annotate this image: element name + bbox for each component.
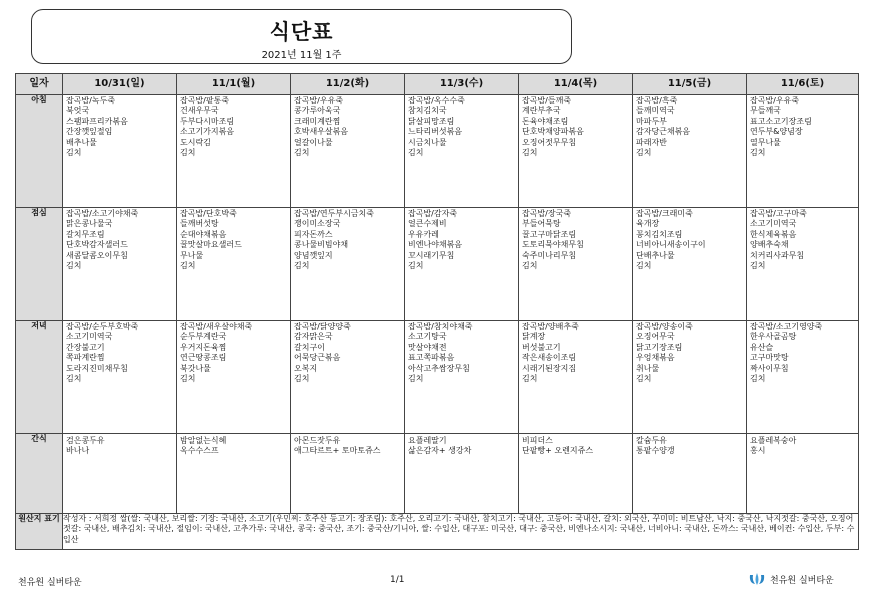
menu-item: 한우사골곰탕 <box>750 332 797 342</box>
menu-item: 감자맑은국 <box>294 332 333 342</box>
menu-item: 배추나물 <box>66 137 97 147</box>
menu-item: 북엇국 <box>66 106 90 116</box>
menu-item: 단팥빵+ 오렌지쥬스 <box>522 446 594 456</box>
menu-cell <box>519 208 633 321</box>
menu-item: 콩나물비빔야채 <box>294 240 349 250</box>
menu-item: 잡곡밥/소고기영양죽 <box>750 322 823 331</box>
menu-item: 잡곡밥/양배추죽 <box>522 322 579 331</box>
menu-item: 느타리버섯볶음 <box>408 127 463 137</box>
meal-label: 저녁 <box>16 321 63 434</box>
menu-item: 김치 <box>294 374 310 384</box>
menu-item: 순대야채볶음 <box>180 229 227 239</box>
menu-item: 간장깻잎절임 <box>66 127 113 137</box>
menu-item: 통팥수양갱 <box>636 446 675 456</box>
menu-cell <box>63 208 177 321</box>
corner-label: 일자 <box>16 74 63 95</box>
menu-item: 꿀맛살마요샐러드 <box>180 240 242 250</box>
menu-item: 닭고기장조림 <box>636 342 683 352</box>
menu-item: 오징어젓무무침 <box>522 137 577 147</box>
menu-item: 작은새송이조림 <box>522 353 577 363</box>
menu-item: 김치 <box>180 374 196 384</box>
menu-item: 칼슘두유 <box>636 436 667 445</box>
menu-item: 잡곡밥/흑죽 <box>636 96 678 105</box>
menu-item: 김치 <box>750 261 766 271</box>
menu-item: 밤알없는식혜 <box>180 436 227 445</box>
menu-item: 무나물 <box>180 250 204 260</box>
menu-item: 표고쪽파볶음 <box>408 353 455 363</box>
menu-item: 단배추나물 <box>636 250 675 260</box>
menu-cell <box>633 95 747 208</box>
menu-cell <box>747 321 859 434</box>
menu-item: 육개장 <box>636 219 660 229</box>
title-box <box>31 9 572 64</box>
menu-item: 들깨버섯탕 <box>180 219 219 229</box>
menu-item: 검은콩두유 <box>66 436 105 445</box>
menu-item: 잡곡밥/소고기야채죽 <box>66 209 139 218</box>
menu-cell <box>519 95 633 208</box>
menu-item: 김치 <box>180 261 196 271</box>
menu-cell <box>63 95 177 208</box>
meal-label: 간식 <box>16 434 63 514</box>
menu-item: 단호박채양파볶음 <box>522 127 584 137</box>
meal-row-lunch <box>16 208 859 321</box>
day-header: 10/31(일) <box>63 74 177 95</box>
menu-item: 우유카레 <box>408 229 439 239</box>
menu-item: 단호박감자샐러드 <box>66 240 128 250</box>
menu-item: 홍시 <box>750 446 766 456</box>
brand-logo-icon <box>748 571 766 587</box>
day-header: 11/5(금) <box>633 74 747 95</box>
menu-item: 들깨미역국 <box>636 106 675 116</box>
menu-item: 양념깻잎지 <box>294 250 333 260</box>
menu-item: 잡곡밥/감자죽 <box>408 209 458 218</box>
menu-cell <box>747 434 859 514</box>
menu-cell <box>633 321 747 434</box>
menu-item: 바나나 <box>66 446 90 456</box>
menu-item: 비엔나야채볶음 <box>408 240 463 250</box>
menu-item: 참치김치국 <box>408 106 447 116</box>
menu-item: 잡곡밥/연두부시금치죽 <box>294 209 374 218</box>
menu-item: 아몬드잣두유 <box>294 436 341 445</box>
menu-item: 소고기탕국 <box>408 332 447 342</box>
origin-label: 원산지 표기 <box>16 514 63 550</box>
menu-cell <box>633 208 747 321</box>
menu-item: 삶은감자+ 생강차 <box>408 446 472 456</box>
menu-item: 김치 <box>408 261 424 271</box>
origin-row <box>16 514 859 550</box>
menu-item: 취나물 <box>636 363 660 373</box>
menu-item: 쪽파계란찜 <box>66 353 105 363</box>
menu-item: 잡곡밥/옥수수죽 <box>408 96 465 105</box>
menu-item: 김치 <box>750 374 766 384</box>
menu-cell <box>405 321 519 434</box>
menu-item: 어묵당근볶음 <box>294 353 341 363</box>
menu-item: 김치 <box>66 148 82 158</box>
menu-cell <box>63 434 177 514</box>
menu-item: 김치 <box>750 148 766 158</box>
menu-item: 쟁이미소장국 <box>294 219 341 229</box>
menu-cell <box>747 208 859 321</box>
menu-item: 비피더스 <box>522 436 553 445</box>
menu-item: 요플레복숭아 <box>750 436 797 445</box>
footer-brand-name: 천유원 실버타운 <box>770 575 834 586</box>
menu-item: 오징어무국 <box>636 332 675 342</box>
menu-item: 돈육야채조림 <box>522 116 569 126</box>
menu-item: 열무나물 <box>750 137 781 147</box>
menu-item: 스팸파프리카볶음 <box>66 116 128 126</box>
menu-item: 시래기된장지짐 <box>522 363 577 373</box>
menu-item: 잡곡밥/단호박죽 <box>180 209 237 218</box>
menu-cell <box>519 434 633 514</box>
menu-cell <box>291 434 405 514</box>
menu-item: 잡곡밥/들깨죽 <box>522 96 572 105</box>
header-row <box>16 74 859 95</box>
menu-cell <box>405 434 519 514</box>
menu-item: 건새우무국 <box>180 106 219 116</box>
menu-item: 새콤달콤오이무침 <box>66 250 128 260</box>
menu-item: 닭계장 <box>522 332 546 342</box>
menu-item: 꽁치김치조림 <box>636 229 683 239</box>
menu-item: 요플레딸기 <box>408 436 447 445</box>
menu-item: 김치 <box>180 148 196 158</box>
day-header: 11/1(월) <box>177 74 291 95</box>
meal-label: 점심 <box>16 208 63 321</box>
menu-item: 연근땅콩조림 <box>180 353 227 363</box>
menu-item: 무들깨국 <box>750 106 781 116</box>
menu-item: 얼갈이나물 <box>294 137 333 147</box>
meal-row-snack <box>16 434 859 514</box>
menu-item: 감자당근채볶음 <box>636 127 691 137</box>
menu-item: 잡곡밥/크래미죽 <box>636 209 693 218</box>
menu-item: 아삭고추쌈장무침 <box>408 363 470 373</box>
menu-item: 김치 <box>636 374 652 384</box>
menu-item: 맛살야채전 <box>408 342 447 352</box>
footer-brand <box>748 570 834 588</box>
menu-item: 잡곡밥/우유죽 <box>294 96 344 105</box>
menu-item: 갈치무조림 <box>66 229 105 239</box>
menu-cell <box>405 208 519 321</box>
menu-table <box>15 73 859 550</box>
menu-item: 오복지 <box>294 363 318 373</box>
menu-item: 너비아니새송이구이 <box>636 240 706 250</box>
footer-org-name: 천유원 실버타운 <box>18 578 82 588</box>
menu-item: 잡곡밥/녹두죽 <box>66 96 116 105</box>
menu-item: 고구마맛탕 <box>750 353 789 363</box>
page-title: 식단표 <box>269 20 334 44</box>
menu-item: 잡곡밥/장국죽 <box>522 209 572 218</box>
menu-cell <box>177 434 291 514</box>
menu-item: 꼬시래기무침 <box>408 250 455 260</box>
menu-item: 우거지돈육찜 <box>180 342 227 352</box>
menu-item: 콩가루아욱국 <box>294 106 341 116</box>
menu-item: 부들어묵탕 <box>522 219 561 229</box>
menu-cell <box>633 434 747 514</box>
menu-item: 잡곡밥/새우살야채죽 <box>180 322 253 331</box>
menu-item: 도시락김 <box>180 137 211 147</box>
menu-item: 김치 <box>522 374 538 384</box>
menu-cell <box>405 95 519 208</box>
menu-cell <box>177 95 291 208</box>
menu-item: 얼큰수제비 <box>408 219 447 229</box>
menu-item: 김치 <box>636 148 652 158</box>
meal-label: 아침 <box>16 95 63 208</box>
menu-cell <box>177 321 291 434</box>
menu-item: 애그타르트+ 토마토쥬스 <box>294 446 381 456</box>
menu-item: 북갓나물 <box>180 363 211 373</box>
menu-item: 김치 <box>294 261 310 271</box>
menu-item: 김치 <box>408 148 424 158</box>
menu-item: 도라지진미채무침 <box>66 363 128 373</box>
menu-item: 김치 <box>294 148 310 158</box>
menu-cell <box>291 95 405 208</box>
menu-item: 잡곡밥/양송이죽 <box>636 322 693 331</box>
menu-cell <box>291 321 405 434</box>
menu-item: 김치 <box>66 374 82 384</box>
menu-item: 맑은콩나물국 <box>66 219 113 229</box>
menu-item: 잡곡밥/우유죽 <box>750 96 800 105</box>
menu-item: 양배추숙채 <box>750 240 789 250</box>
meal-row-dinner <box>16 321 859 434</box>
menu-item: 파래자반 <box>636 137 667 147</box>
page-subtitle: 2021년 11월 1주 <box>261 50 342 61</box>
menu-item: 연두부&양념장 <box>750 127 803 137</box>
origin-text: 작성자 : 서희정 쌀(쌀: 국내산, 보리쌀: 기장: 국내산, 소고기(우민찌: 호주산 등고기: 장조림): 호주산, 오리고기: 국내산, 참치고기: 국내산, 고등어: 국내산, 갈치: 외국산, 꾸미미: 비트남산, 낙지: 중국산, 낙지젓갈: 중국산, 오징어젓갈: 국내산, 배추김치: 국내산, 절임이: 국내산, 고추가루: 국내산, 콩국: 중국산, 조기: 중국산/기니아, 쌀: 수입산, 대구포: 미국산, 대구: 중국산, 비엔나소시지: 국내산, 너비아니: 국내산, 돈까스: 국내산, 베이컨: 수입산, 두부: 수입산 <box>63 514 859 550</box>
menu-item: 김치 <box>66 261 82 271</box>
menu-item: 호박새우살볶음 <box>294 127 349 137</box>
menu-item: 버섯불고기 <box>522 342 561 352</box>
day-header: 11/3(수) <box>405 74 519 95</box>
menu-item: 두부다시마조림 <box>180 116 235 126</box>
menu-item: 갈치구이 <box>294 342 325 352</box>
menu-item: 한식제육볶음 <box>750 229 797 239</box>
menu-item: 소고기미역국 <box>750 219 797 229</box>
menu-item: 표고소고기장조림 <box>750 116 812 126</box>
menu-item: 피자돈까스 <box>294 229 333 239</box>
menu-item: 우엉채볶음 <box>636 353 675 363</box>
menu-cell <box>177 208 291 321</box>
menu-cell <box>291 208 405 321</box>
menu-item: 숙주미나리무침 <box>522 250 577 260</box>
menu-item: 순두부계란국 <box>180 332 227 342</box>
menu-item: 크래미계란찜 <box>294 116 341 126</box>
menu-item: 도토리묵야채무침 <box>522 240 584 250</box>
menu-item: 김치 <box>408 374 424 384</box>
menu-item: 간장불고기 <box>66 342 105 352</box>
day-header: 11/4(목) <box>519 74 633 95</box>
page-number: 1/1 <box>390 575 405 585</box>
menu-item: 마파두부 <box>636 116 667 126</box>
menu-item: 짜사이무침 <box>750 363 789 373</box>
day-header: 11/6(토) <box>747 74 859 95</box>
meal-row-breakfast <box>16 95 859 208</box>
menu-cell <box>63 321 177 434</box>
menu-item: 유산슬 <box>750 342 774 352</box>
menu-item: 잡곡밥/팥통죽 <box>180 96 230 105</box>
menu-item: 잡곡밥/닭양양죽 <box>294 322 351 331</box>
menu-item: 김치 <box>636 261 652 271</box>
menu-item: 잡곡밥/고구마죽 <box>750 209 807 218</box>
menu-item: 시금치나물 <box>408 137 447 147</box>
menu-item: 옥수수스프 <box>180 446 219 456</box>
menu-item: 닭살피망조림 <box>408 116 455 126</box>
menu-cell <box>747 95 859 208</box>
menu-item: 치커리사과무침 <box>750 250 805 260</box>
menu-item: 꿀고구마닭조림 <box>522 229 577 239</box>
day-header: 11/2(화) <box>291 74 405 95</box>
menu-item: 김치 <box>522 148 538 158</box>
menu-cell <box>519 321 633 434</box>
menu-item: 잡곡밥/참치야채죽 <box>408 322 473 331</box>
menu-item: 김치 <box>522 261 538 271</box>
menu-item: 계란부추국 <box>522 106 561 116</box>
menu-item: 잡곡밥/순두부호박죽 <box>66 322 139 331</box>
menu-item: 소고기가지볶음 <box>180 127 235 137</box>
menu-item: 소고기미역국 <box>66 332 113 342</box>
